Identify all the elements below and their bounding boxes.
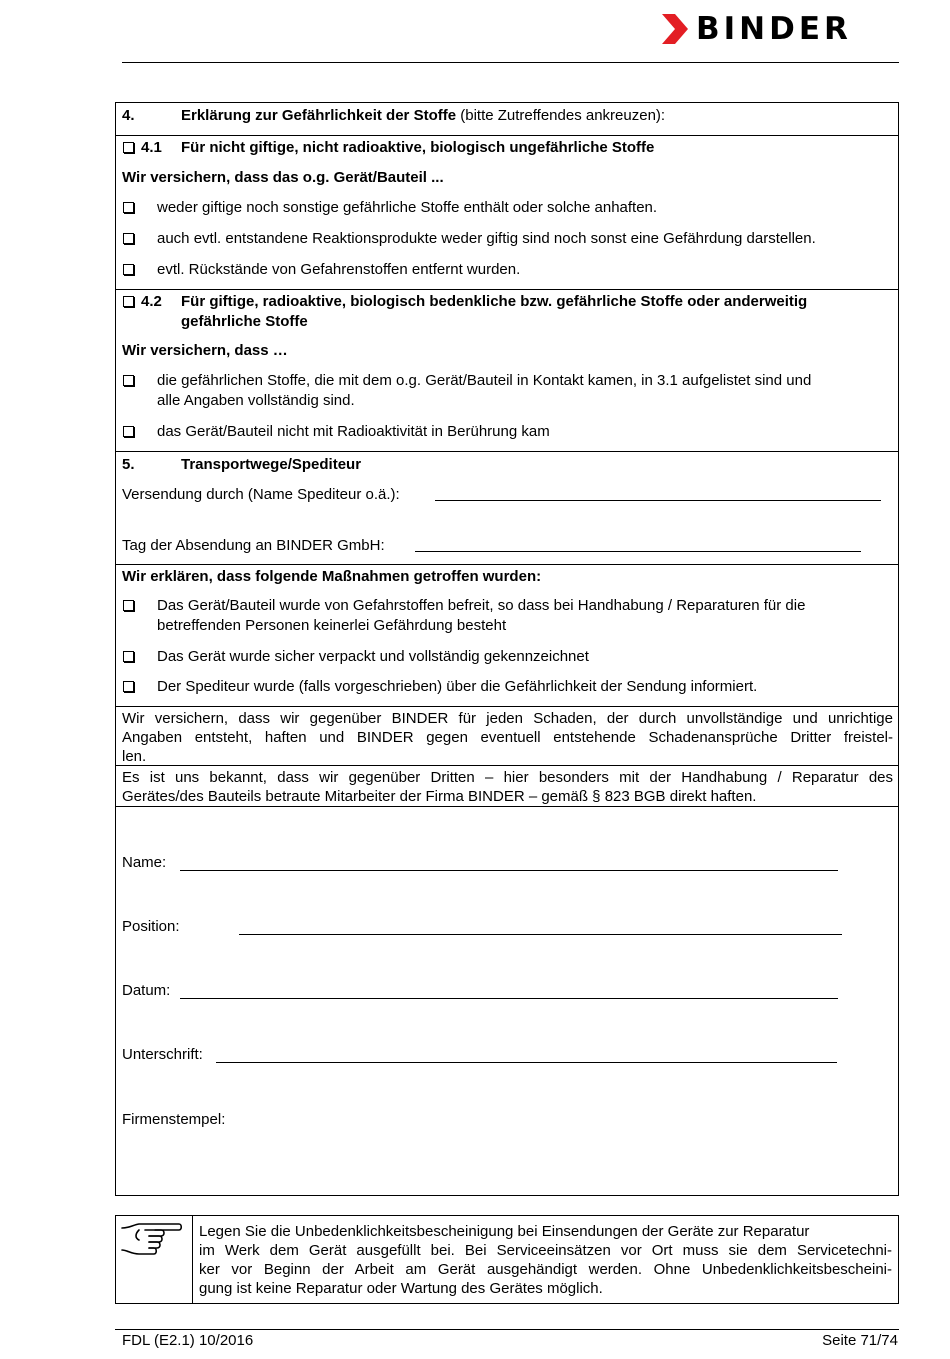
position-input[interactable] — [239, 934, 842, 935]
section42-title-line1: Für giftige, radioaktive, biologisch bedenkliche bzw. gefährliche Stoffe oder anderweitig — [181, 293, 808, 310]
liability-line2: Angaben entsteht, haften und BINDER gegen eventuell entstehende Schadenansprüche Dritter freistel- — [122, 729, 893, 746]
brand-logo — [662, 10, 902, 48]
measures-item3: Der Spediteur wurde (falls vorgeschrieben) über die Gefährlichkeit der Sendung informiert. — [157, 678, 758, 695]
section42-item1-line1: die gefährlichen Stoffe, die mit dem o.g. Gerät/Bauteil in Kontakt kamen, in 3.1 aufgelistet sind und — [157, 372, 812, 389]
section41-checkbox[interactable] — [123, 142, 134, 153]
name-input[interactable] — [180, 870, 838, 871]
header-rule — [122, 62, 899, 63]
section42-title-line2: gefährliche Stoffe — [181, 313, 308, 330]
row-divider — [115, 451, 899, 452]
shipping-input[interactable] — [435, 500, 881, 501]
section42-number: 4.2 — [141, 293, 162, 310]
ship-date-label: Tag der Absendung an BINDER GmbH: — [122, 537, 385, 554]
measures-item3-checkbox[interactable] — [123, 681, 134, 692]
signature-input[interactable] — [216, 1062, 837, 1063]
measures-item1-checkbox[interactable] — [123, 600, 134, 611]
note-divider — [192, 1216, 193, 1303]
section42-assurance: Wir versichern, dass … — [122, 342, 288, 359]
pointing-hand-icon — [119, 1220, 185, 1264]
awareness-line2: Gerätes/des Bauteils betraute Mitarbeiter der Firma BINDER – gemäß § 823 BGB direkt haften. — [122, 788, 757, 805]
section42-item1-line2: alle Angaben vollständig sind. — [157, 392, 355, 409]
liability-line1: Wir versichern, dass wir gegenüber BINDER für jeden Schaden, der durch unvollständige und unrichtige — [122, 710, 893, 727]
name-label: Name: — [122, 854, 167, 871]
footer-rule — [115, 1329, 899, 1330]
brand-name: BINDER — [696, 10, 852, 47]
company-stamp-label: Firmenstempel: — [122, 1111, 226, 1128]
signature-label: Unterschrift: — [122, 1046, 203, 1063]
measures-item2-checkbox[interactable] — [123, 651, 134, 662]
row-divider — [115, 135, 899, 136]
binder-arrow-icon — [662, 14, 688, 44]
section41-item2: auch evtl. entstandene Reaktionsprodukte weder giftig sind noch sonst eine Gefährdung darstellen. — [157, 230, 816, 247]
section42-checkbox[interactable] — [123, 296, 134, 307]
shipping-label: Versendung durch (Name Spediteur o.ä.): — [122, 486, 400, 503]
section41-item1-checkbox[interactable] — [123, 202, 134, 213]
row-divider — [115, 765, 899, 766]
section41-item3: evtl. Rückstände von Gefahrenstoffen entfernt wurden. — [157, 261, 521, 278]
footer-page-number: Seite 71/74 — [822, 1332, 898, 1349]
section41-title: Für nicht giftige, nicht radioaktive, biologisch ungefährliche Stoffe — [181, 139, 655, 156]
section4-heading — [181, 106, 665, 125]
section42-item2: das Gerät/Bauteil nicht mit Radioaktivität in Berührung kam — [157, 423, 550, 440]
note-line3: ker vor Beginn der Arbeit am Gerät ausgehändigt werden. Ohne Unbedenklichkeitsbescheini- — [199, 1261, 892, 1278]
liability-line3: len. — [122, 748, 147, 765]
section4-hint: (bitte Zutreffendes ankreuzen): — [460, 107, 666, 124]
measures-item1-line1: Das Gerät/Bauteil wurde von Gefahrstoffen befreit, so dass bei Handhabung / Reparaturen für die — [157, 597, 806, 614]
section4-title: Erklärung zur Gefährlichkeit der Stoffe — [181, 107, 457, 124]
section42-item2-checkbox[interactable] — [123, 426, 134, 437]
footer-document-id: FDL (E2.1) 10/2016 — [122, 1332, 254, 1349]
note-line4: gung ist keine Reparatur oder Wartung des Gerätes möglich. — [199, 1280, 603, 1297]
date-label: Datum: — [122, 982, 171, 999]
row-divider — [115, 289, 899, 290]
measures-item1-line2: betreffenden Personen keinerlei Gefährdung besteht — [157, 617, 507, 634]
ship-date-input[interactable] — [415, 551, 861, 552]
section41-item1: weder giftige noch sonstige gefährliche Stoffe enthält oder solche anhaften. — [157, 199, 658, 216]
awareness-line1: Es ist uns bekannt, dass wir gegenüber Dritten – hier besonders mit der Handhabung / Reparatur des — [122, 769, 893, 786]
section42-item1-checkbox[interactable] — [123, 375, 134, 386]
section4-number: 4. — [122, 107, 135, 124]
section5-title: Transportwege/Spediteur — [181, 456, 362, 473]
section41-number: 4.1 — [141, 139, 162, 156]
section41-assurance: Wir versichern, dass das o.g. Gerät/Bauteil ... — [122, 169, 444, 186]
note-line1: Legen Sie die Unbedenklichkeitsbescheinigung bei Einsendungen der Geräte zur Reparatur — [199, 1223, 810, 1240]
note-line2: im Werk dem Gerät ausgefüllt bei. Bei Serviceeinsätzen vor Ort muss sie dem Servicetechni- — [199, 1242, 892, 1259]
date-input[interactable] — [180, 998, 838, 999]
row-divider — [115, 706, 899, 707]
section41-item3-checkbox[interactable] — [123, 264, 134, 275]
section41-item2-checkbox[interactable] — [123, 233, 134, 244]
position-label: Position: — [122, 918, 180, 935]
row-divider — [115, 564, 899, 565]
section5-number: 5. — [122, 456, 135, 473]
measures-item2: Das Gerät wurde sicher verpackt und vollständig gekennzeichnet — [157, 648, 589, 665]
measures-title: Wir erklären, dass folgende Maßnahmen getroffen wurden: — [122, 568, 542, 585]
signature-box — [115, 806, 899, 1196]
